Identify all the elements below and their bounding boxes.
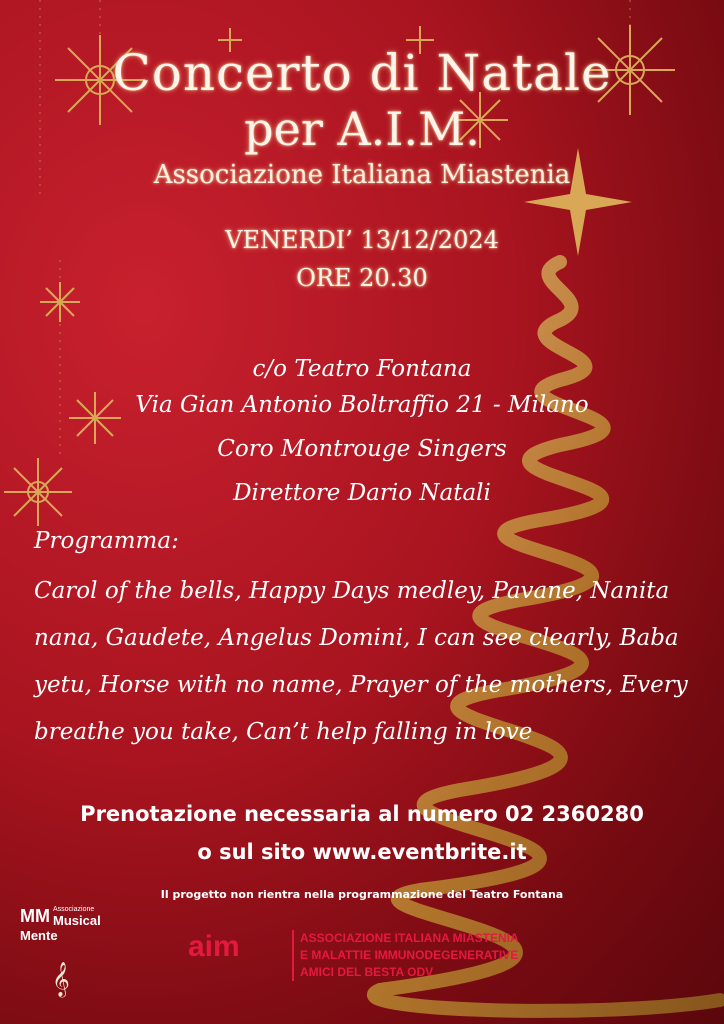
programme-list: Carol of the bells, Happy Days medley, Pavane, Nanita nana, Gaudete, Angelus Domini, I can see clearly, Baba yetu, Horse with no name, Prayer of the mothers, Every breathe you take, Can’t help falling in love bbox=[34, 578, 688, 745]
musical-mente-name: Musical Mente bbox=[20, 913, 101, 943]
title-line-2: per A.I.M. bbox=[244, 102, 480, 156]
event-time: ORE 20.30 bbox=[296, 264, 428, 292]
treble-clef-icon: 𝄞 bbox=[52, 962, 70, 997]
musical-mente-mark-icon: ΜΜ bbox=[20, 906, 50, 926]
venue-line-1: c/o Teatro Fontana bbox=[252, 356, 472, 382]
aim-line-2: E MALATTIE IMMUNODEGENERATIVE bbox=[300, 948, 519, 962]
musical-mente-small: Associazione bbox=[53, 906, 95, 913]
programme-heading: Programma: bbox=[34, 528, 179, 554]
venue-address: Via Gian Antonio Boltraffio 21 - Milano bbox=[135, 392, 589, 418]
title-line-1: Concerto di Natale bbox=[112, 44, 612, 102]
aim-logo: aim bbox=[188, 930, 240, 963]
event-date: VENERDI’ 13/12/2024 bbox=[225, 226, 499, 254]
director-name: Direttore Dario Natali bbox=[233, 480, 491, 506]
disclaimer-note: Il progetto non rientra nella programmazione del Teatro Fontana bbox=[160, 888, 564, 901]
booking-phone: Prenotazione necessaria al numero 02 2360280 bbox=[80, 802, 644, 826]
subtitle: Associazione Italiana Miastenia bbox=[153, 160, 571, 190]
aim-line-3: AMICI DEL BESTA ODV bbox=[300, 965, 434, 979]
booking-website: o sul sito www.eventbrite.it bbox=[197, 840, 527, 864]
choir-name: Coro Montrouge Singers bbox=[217, 436, 507, 462]
aim-association-text bbox=[292, 930, 519, 981]
aim-line-1: ASSOCIAZIONE ITALIANA MIASTENIA bbox=[300, 931, 519, 945]
musical-mente-logo bbox=[20, 906, 109, 943]
